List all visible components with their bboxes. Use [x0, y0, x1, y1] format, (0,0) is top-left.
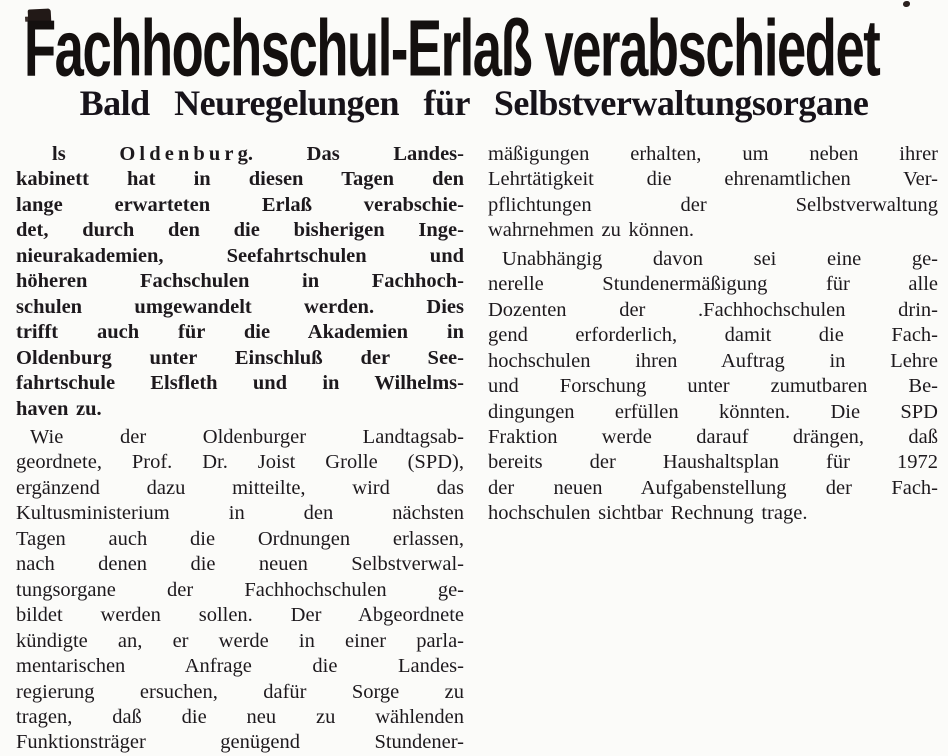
article-line: und Forschung unter zumutbaren Be-: [488, 375, 938, 398]
article-column-right: [488, 142, 938, 527]
article-line: nerelle Stundenermäßigung für alle: [488, 273, 938, 296]
article-line: Tagen auch die Ordnungen erlassen,: [16, 527, 464, 550]
headline: Fachhochschul-Erlaß verabschiedet: [24, 3, 880, 93]
article-line: ergänzend dazu mitteilte, wird das: [16, 476, 464, 499]
article-line: hochschulen sichtbar Rechnung trage.: [488, 502, 808, 525]
article-line: Funktionsträger genügend Stundener-: [16, 731, 464, 754]
article-line: det, durch den die bisherigen Inge-: [16, 219, 464, 242]
article-line: Fraktion werde darauf drängen, daß: [488, 425, 938, 448]
ink-speck-mark: [903, 1, 910, 7]
article-line: Kultusministerium in den nächsten: [16, 502, 464, 525]
article-line: lange erwarteten Erlaß verabschie-: [16, 193, 464, 216]
article-line: fahrtschule Elsfleth und in Wilhelms-: [16, 372, 464, 395]
article-line: haven zu.: [16, 397, 102, 420]
article-line: Unabhängig davon sei eine ge-: [502, 247, 938, 270]
article-line: mäßigungen erhalten, um neben ihrer: [488, 143, 938, 165]
article-line: Dozenten der .Fachhochschulen drin-: [488, 298, 938, 321]
article-line: dingungen erfüllen könnten. Die SPD: [488, 400, 938, 423]
article-line: höheren Fachschulen in Fachhoch-: [16, 270, 464, 293]
article-line: Oldenburg unter Einschluß der See-: [16, 346, 464, 369]
article-column-left: [16, 142, 464, 756]
article-line: nach denen die neuen Selbstverwal-: [16, 553, 464, 576]
article-line: wahrnehmen zu können.: [488, 219, 694, 242]
article-line: schulen umgewandelt werden. Dies: [16, 295, 464, 318]
article-line: regierung ersuchen, dafür Sorge zu: [16, 680, 464, 703]
article-line: kabinett hat in diesen Tagen den: [16, 168, 464, 191]
article-line: gend erforderlich, damit die Fach-: [488, 324, 938, 347]
article-line: Lehrtätigkeit die ehrenamtlichen Ver-: [488, 168, 938, 191]
article-line: tungsorgane der Fachhochschulen ge-: [16, 578, 464, 601]
article-line: der neuen Aufgabenstellung der Fach-: [488, 476, 938, 499]
article-line: geordnete, Prof. Dr. Joist Grolle (SPD),: [16, 451, 464, 474]
article-line: nieurakademien, Seefahrtschulen und: [16, 244, 464, 267]
article-line: ls O l d e n b u r g. Das Landes-: [52, 143, 464, 165]
article-line: bildet werden sollen. Der Abgeordnete: [16, 604, 464, 627]
article-line: bereits der Haushaltsplan für 1972: [488, 451, 938, 474]
article-line: pflichtungen der Selbstverwaltung: [488, 193, 938, 216]
article-line: Wie der Oldenburger Landtagsab-: [30, 425, 464, 448]
article-line: kündigte an, er werde in einer parla-: [16, 629, 464, 652]
article-line: tragen, daß die neu zu wählenden: [16, 705, 464, 728]
article-line: mentarischen Anfrage die Landes-: [16, 655, 464, 678]
subheadline: Bald Neuregelungen für Selbstverwaltungsorgane: [79, 83, 869, 123]
article-line: hochschulen ihren Auftrag in Lehre: [488, 349, 938, 372]
article-line: trifft auch für die Akademien in: [16, 321, 464, 344]
